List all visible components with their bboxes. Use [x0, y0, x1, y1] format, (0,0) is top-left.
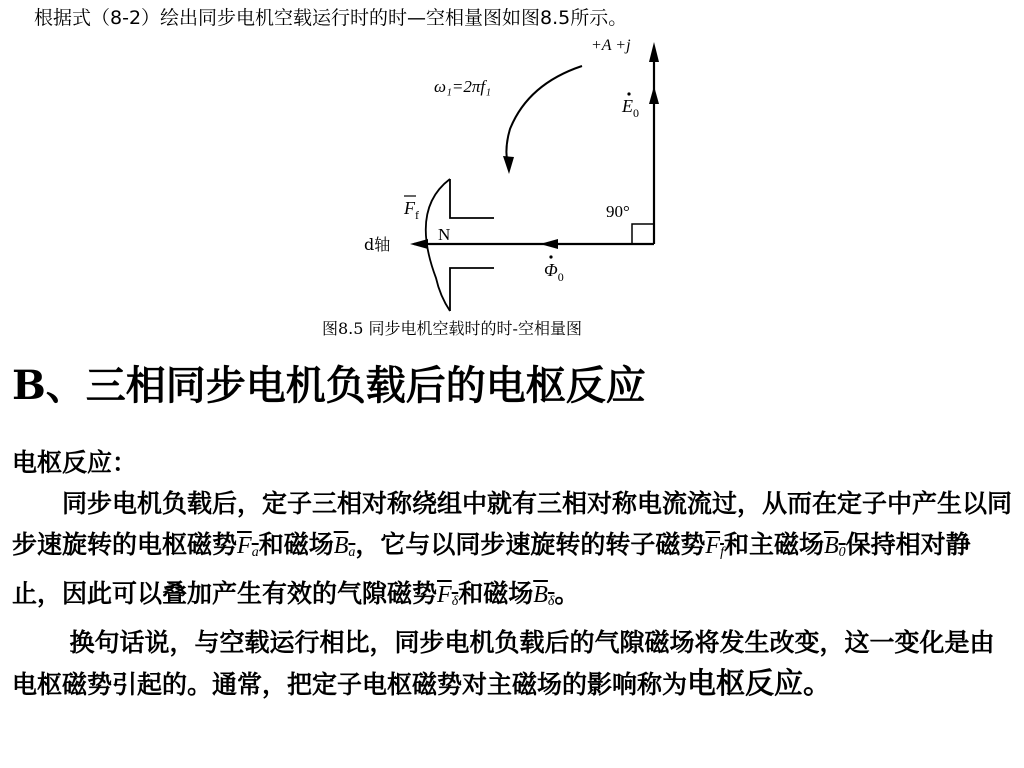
phi0-arrowhead: [540, 239, 558, 249]
p1-text-b: 和磁场: [258, 530, 334, 559]
figure-caption: 图8.5 同步电机空载时的时-空相量图: [322, 319, 582, 338]
angle-label: 90°: [606, 202, 630, 221]
p2-emphasis: 电枢反应。: [687, 666, 833, 700]
intro-sentence: 根据式（8-2）绘出同步电机空载运行时的时—空相量图如图8.5所示。: [34, 7, 628, 29]
p1-text-d: 和主磁场: [723, 530, 824, 559]
n-pole-label: N: [438, 225, 451, 244]
content-heading: 电枢反应：: [12, 448, 138, 477]
ff-label: [403, 198, 419, 222]
paragraph-1: [12, 483, 1012, 622]
symbol-ff: $F_f$: [705, 533, 724, 560]
d-axis-arrowhead: [410, 239, 428, 249]
symbol-ba: $B_a$: [333, 533, 356, 560]
symbol-b0: $B_0$: [823, 533, 846, 560]
p1-text-a: 同步电机负载后，定子三相对称绕组中就有三相对称电流流过，从而在定子中产生以同步速旋转的电枢磁势: [12, 489, 1013, 559]
e0-subscript: 0: [633, 106, 639, 120]
ff-symbol: F: [404, 198, 415, 218]
e0-dot: [627, 92, 630, 95]
phi0-dot: [549, 255, 552, 258]
p1-text-g: 。: [554, 579, 580, 608]
symbol-fdelta: $F_\delta$: [437, 582, 459, 609]
phasor-diagram: [360, 34, 670, 316]
paragraph-2: [12, 622, 1012, 705]
phi0-subscript: 0: [557, 270, 564, 284]
p1-text-c: ，它与以同步速旋转的转子磁势: [355, 530, 706, 559]
body-text: [12, 442, 1012, 705]
phasor-diagram-figure: [360, 34, 670, 316]
rotation-arrowhead: [503, 156, 514, 174]
axis-top-label: +A +j: [591, 37, 631, 54]
d-axis-label: d轴: [364, 235, 391, 254]
ff-subscript: f: [415, 208, 419, 222]
section-title: B、三相同步电机负载后的电枢反应: [12, 362, 646, 409]
symbol-fa: $F_a$: [237, 533, 259, 560]
vertical-axis-arrowhead: [649, 42, 659, 62]
phi0-symbol: Φ: [544, 260, 558, 280]
e0-arrowhead: [649, 86, 659, 104]
omega-label: ω₁=2πf₁: [434, 77, 492, 96]
p2-text-a: 换句话说，与空载运行相比，同步电机负载后的气隙磁场将发生改变，这一变化是由电枢磁势引起的。通常，把定子电枢磁势对主磁场的影响称为: [12, 628, 995, 699]
p1-text-f: 和磁场: [458, 579, 534, 608]
e0-symbol: E: [622, 96, 633, 116]
rotation-arrow-arc: [506, 66, 582, 166]
symbol-bdelta: $B_\delta$: [533, 582, 555, 609]
p1-text-e: 保持相对静止，因此可以叠加产生有效的气隙磁势: [12, 530, 971, 608]
right-angle-marker: [632, 224, 654, 244]
phi0-label: [544, 260, 564, 284]
e0-label: [621, 96, 639, 120]
